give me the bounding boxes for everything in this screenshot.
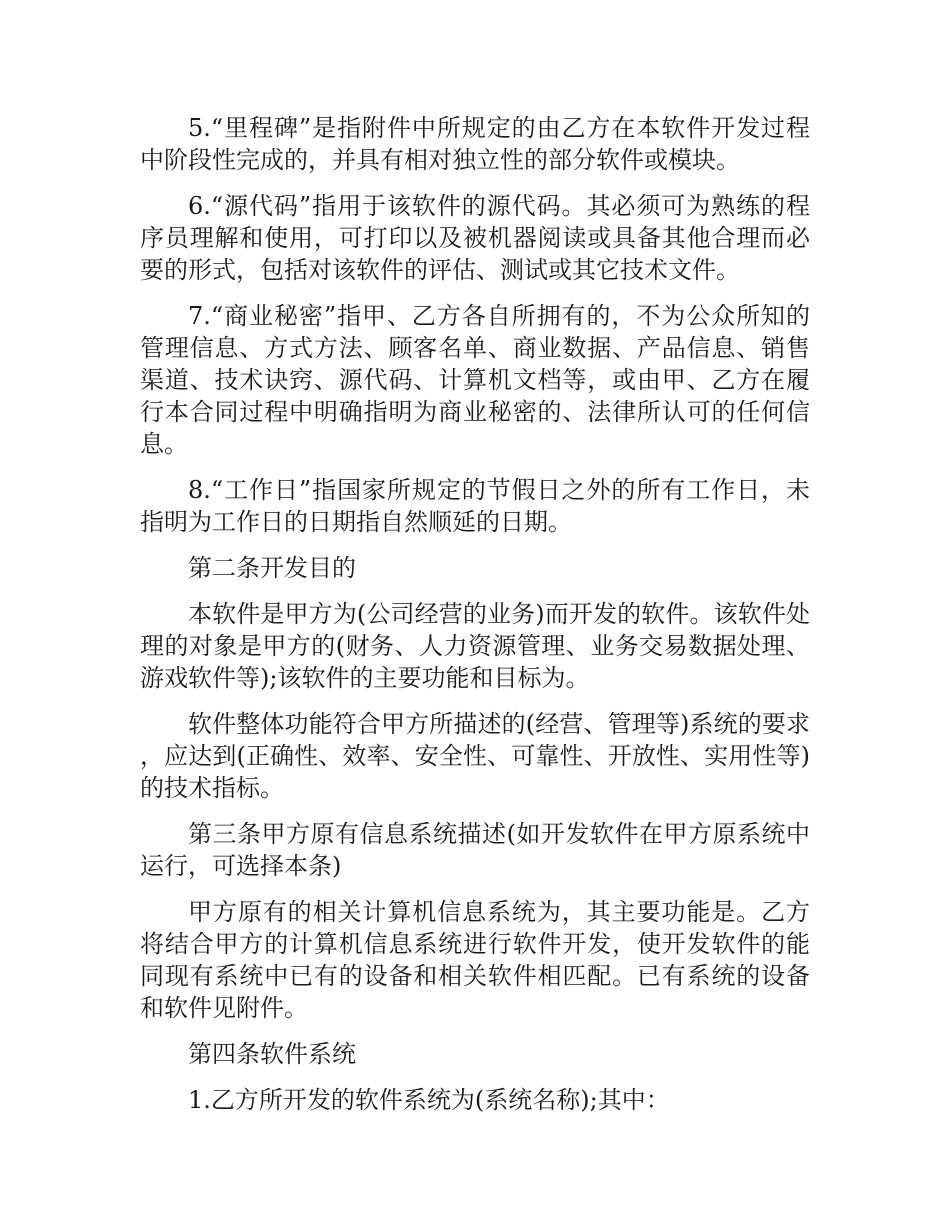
paragraph-technical-requirements: 软件整体功能符合甲方所描述的(经营、管理等)系统的要求，应达到(正确性、效率、安全性、可靠性、开放性、实用性等)的技术指标。 <box>140 710 810 802</box>
paragraph-workday-definition: 8.“工作日”指国家所规定的节假日之外的所有工作日，未指明为工作日的日期指自然顺延的日期。 <box>140 476 810 536</box>
paragraph-source-code-definition: 6.“源代码”指用于该软件的源代码。其必须可为熟练的程序员理解和使用，可打印以及被机器阅读或具备其他合理而必要的形式，包括对该软件的评估、测试或其它技术文件。 <box>140 192 810 284</box>
paragraph-software-system-name: 1.乙方所开发的软件系统为(系统名称);其中： <box>188 1086 670 1114</box>
paragraph-milestone-definition: 5.“里程碑”是指附件中所规定的由乙方在本软件开发过程中阶段性完成的，并具有相对独立性的部分软件或模块。 <box>140 114 810 174</box>
article-3-heading: 第三条甲方原有信息系统描述(如开发软件在甲方原系统中运行，可选择本条) <box>140 820 810 880</box>
article-2-heading: 第二条开发目的 <box>188 554 356 582</box>
document-body <box>140 112 810 1130</box>
article-4-heading: 第四条软件系统 <box>188 1040 356 1068</box>
paragraph-existing-system: 甲方原有的相关计算机信息系统为，其主要功能是。乙方将结合甲方的计算机信息系统进行软件开发，使开发软件的能同现有系统中已有的设备和相关软件相匹配。已有系统的设备和软件见附件。 <box>140 898 810 1022</box>
paragraph-trade-secret-definition: 7.“商业秘密”指甲、乙方各自所拥有的，不为公众所知的管理信息、方式方法、顾客名单、商业数据、产品信息、销售渠道、技术诀窍、源代码、计算机文档等，或由甲、乙方在履行本合同过程中明确指明为商业秘密的、法律所认可的任何信息。 <box>140 302 810 458</box>
paragraph-development-purpose: 本软件是甲方为(公司经营的业务)而开发的软件。该软件处理的对象是甲方的(财务、人力资源管理、业务交易数据处理、游戏软件等);该软件的主要功能和目标为。 <box>140 600 810 692</box>
